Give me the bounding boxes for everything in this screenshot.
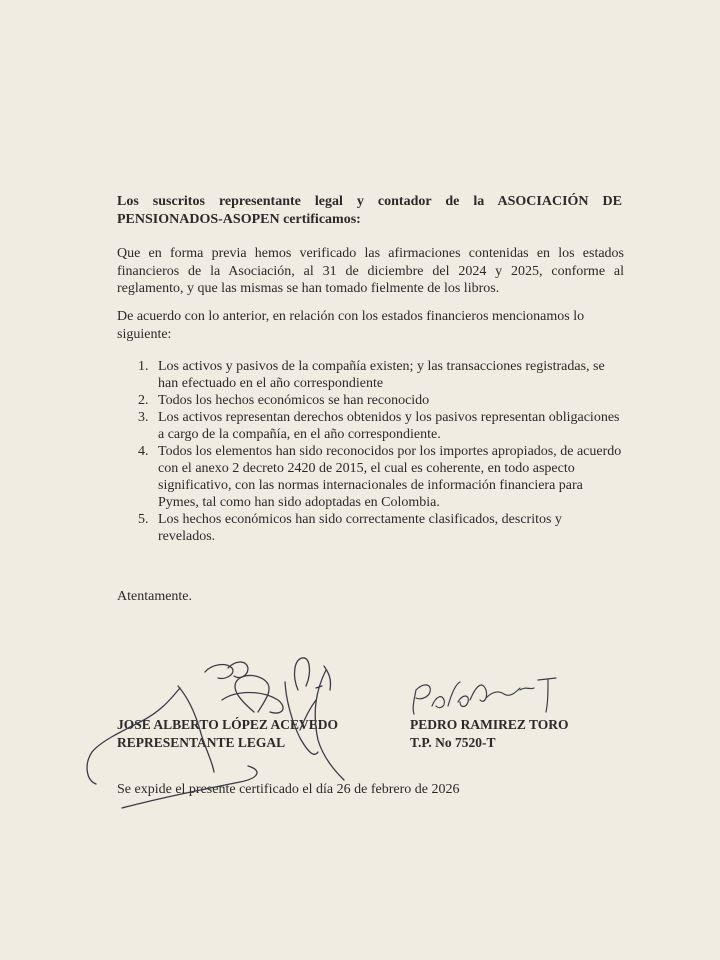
signatory-right-title: T.P. No 7520-T xyxy=(410,735,496,750)
list-item: 4. Todos los elementos han sido reconocidos por los importes apropiados, de acuerdo con el anexo 2 decreto 2420 de 2015, el cual es coherente, en todo aspecto significativo, con las normas internacionales de información financiera para Pymes, tal como han sido adoptadas en Colombia. xyxy=(138,444,622,510)
signatory-left xyxy=(117,716,338,752)
issue-date-line: Se expide el presente certificado el día 26 de febrero de 2026 xyxy=(117,782,460,797)
signatory-right xyxy=(410,716,569,752)
relation-paragraph: De acuerdo con lo anterior, en relación con los estados financieros mencionamos lo siguiente: xyxy=(117,309,585,342)
list-item: 1. Los activos y pasivos de la compañía existen; y las transacciones registradas, se han efectuado en el año correspondiente xyxy=(138,359,605,391)
list-item: 5. Los hechos económicos han sido correctamente clasificados, descritos y revelados. xyxy=(138,512,562,544)
statements-list xyxy=(117,358,622,545)
signatory-left-title: REPRESENTANTE LEGAL xyxy=(117,735,286,750)
list-item: 2. Todos los hechos económicos se han reconocido xyxy=(138,393,430,408)
closing-salutation: Atentamente. xyxy=(117,589,193,604)
signatory-left-name: JOSE ALBERTO LÓPEZ ACEVEDO xyxy=(117,717,338,732)
intro-statement xyxy=(117,193,622,229)
list-item: 3. Los activos representan derechos obtenidos y los pasivos representan obligaciones a cargo de la compañía, en el año correspondiente. xyxy=(138,410,620,442)
intro-line-2: PENSIONADOS-ASOPEN certificamos: xyxy=(117,212,361,227)
intro-line-1: Los suscritos representante legal y contador de la ASOCIACIÓN DE xyxy=(117,194,622,209)
verification-paragraph: Que en forma previa hemos verificado las afirmaciones contenidas en los estados financieros de la Asociación, al 31 de diciembre del 2024 y 2025, conforme al reglamento, y que las mismas se han tomado fielmente de los libros. xyxy=(117,246,624,296)
right-signature-scribble xyxy=(413,678,556,714)
signatory-right-name: PEDRO RAMIREZ TORO xyxy=(410,717,569,732)
